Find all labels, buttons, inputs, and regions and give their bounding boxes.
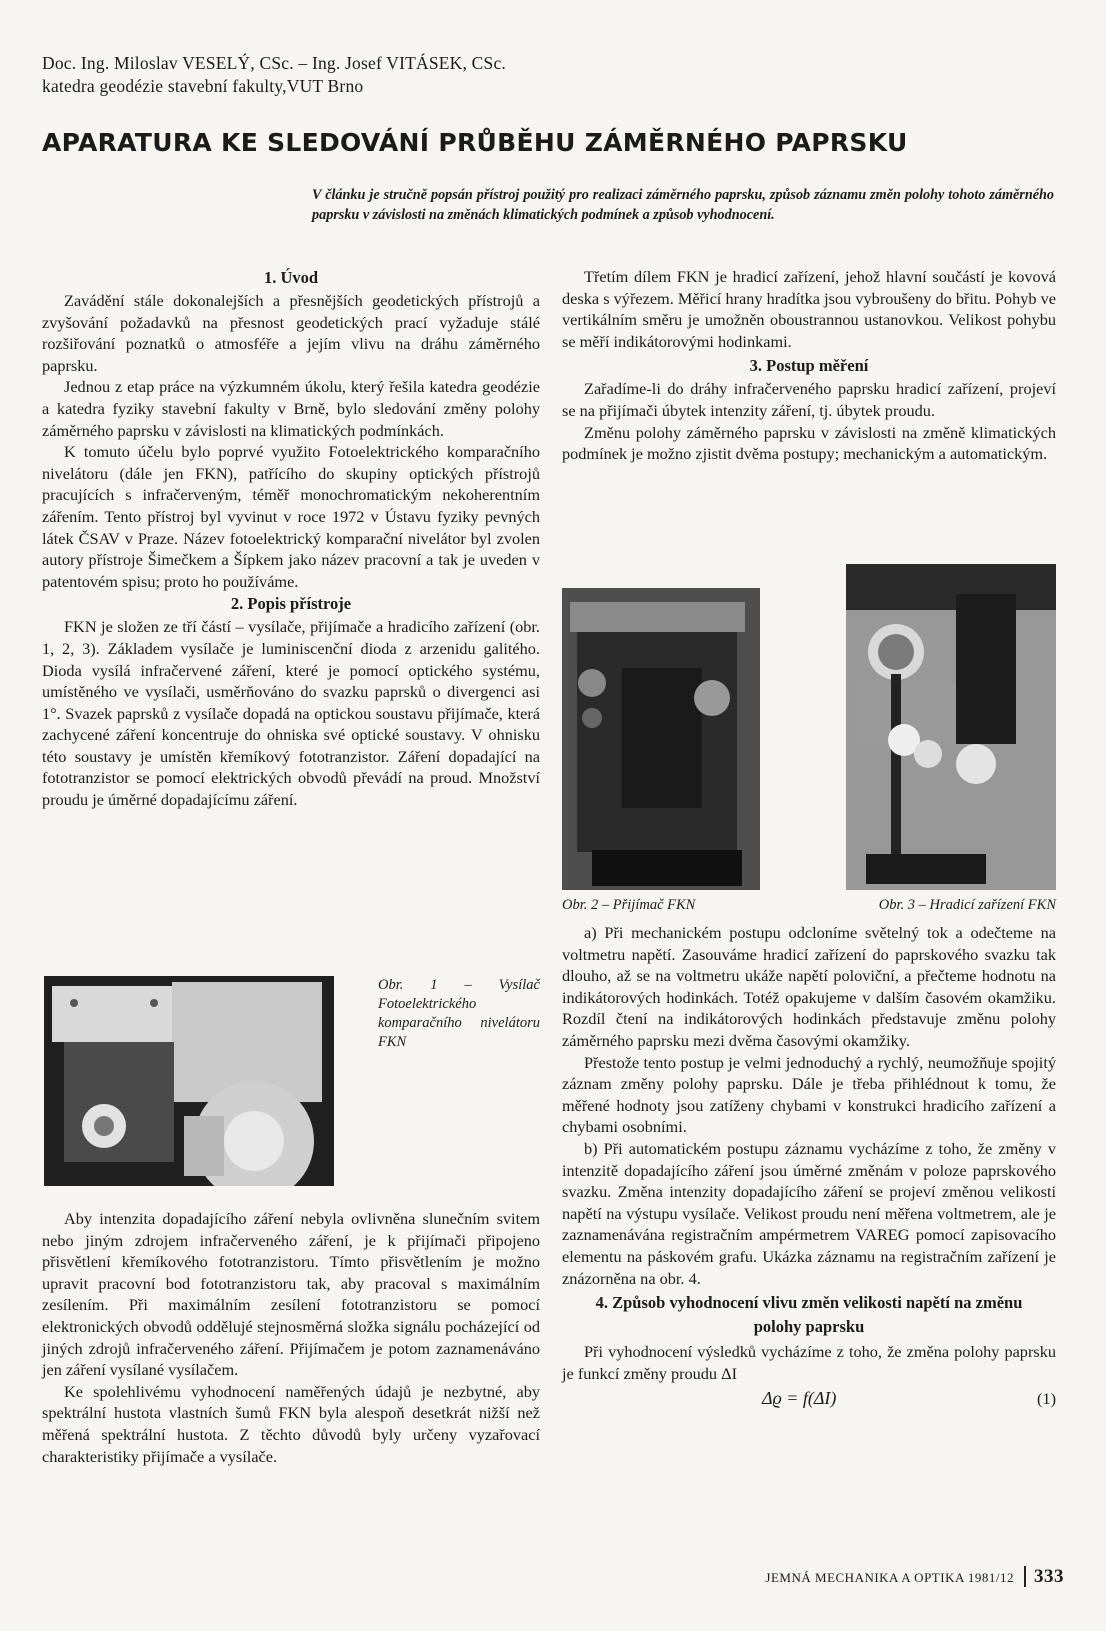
left-column-upper: [42, 266, 540, 811]
paragraph: Ke spolehlivému vyhodnocení naměřených údajů je nezbytné, aby spektrální hustota vlastních šumů FKN byla alespoň desetkrát nižší než měřená spektrální hustota. Z těchto důvodů byly určeny vyzařovací charakteristiky přijímače a vysílače.: [42, 1381, 540, 1466]
paragraph: K tomuto účelu bylo poprvé využito Fotoelektrického komparačního nivelátoru (dále jen FKN), patřícího do skupiny optických přístrojů pracujících s infračerveným, téměř monochromatickým nekoherentním zářením. Tento přístroj byl vyvinut v roce 1972 v Ústavu fyziky pevných látek ČSAV v Praze. Název fotoelektrický komparační nivelátor byl zvolen autory přístroje Šimečkem a Šípkem jako název pracovní a tak je uveden v patentovém spisu; proto ho používáme.: [42, 442, 540, 591]
figure-3-photo: [846, 564, 1056, 890]
figure-3-caption: Obr. 3 – Hradicí zařízení FKN: [878, 897, 1056, 913]
figure-2-photo: [562, 588, 760, 890]
author-block: [42, 52, 506, 98]
article-title: APARATURA KE SLEDOVÁNÍ PRŮBĚHU ZÁMĚRNÉHO PAPRSKU: [42, 128, 908, 157]
shutter-device-photo: [846, 564, 1056, 890]
paragraph: Aby intenzita dopadajícího záření nebyla ovlivněna slunečním svitem nebo jiným zdrojem infračerveného záření, je k přijímači připojeno přisvětlení křemíkového fototranzistoru. Tímto přisvětlením je možno upravit pracovní bod fototranzistoru tak, aby pracoval s maximálním zesílením. Při maximálním zesílení fototranzistoru se pomocí elektronických obvodů oddělujé stejnosměrná složka signálu pocházející od jiných zdrojů infračerveného záření. Přijímačem je potom zaznamenáváno jen záření vysílané vysílačem.: [42, 1209, 540, 1380]
paragraph: Zavádění stále dokonalejších a přesnějších geodetických přístrojů a zvyšování požadavků na přesnost geodetických prací vyžaduje stálé rozšiřování poznatků o atmosféře a jejím vlivu na dráhu záměrného paprsku.: [42, 291, 540, 375]
abstract: V článku je stručně popsán přístroj použitý pro realizaci záměrného paprsku, způsob záznamu změn polohy tohoto záměrného paprsku v závislosti na změnách klimatických podmínek a způsob vyhodnocení.: [312, 187, 1054, 223]
figure-2-caption: Obr. 2 – Přijímač FKN: [562, 897, 696, 913]
equation-number: (1): [1037, 1389, 1056, 1409]
paragraph: Změnu polohy záměrného paprsku v závislosti na změně klimatických podmínek je možno zjistit dvěma postupy; mechanickým a automatickým.: [562, 422, 1056, 464]
paragraph: Zařadíme-li do dráhy infračerveného paprsku hradicí zařízení, projeví se na přijímači úbytek intenzity záření, tj. úbytek proudu.: [562, 379, 1056, 420]
transmitter-photo: [44, 976, 334, 1186]
equation: Δϱ = f(ΔI): [762, 1388, 837, 1409]
authors: Doc. Ing. Miloslav VESELÝ, CSc. – Ing. Josef VITÁSEK, CSc.: [42, 53, 506, 73]
page-footer: [765, 1566, 1064, 1588]
paragraph: a) Při mechanickém postupu odcloníme světelný tok a odečteme na voltmetru napětí. Zasouváme hradicí zařízení do paprskového svazku tak dlouho, až se na voltmetru ukáže napětí poloviční, a přečteme hodnotu na indikátorových hodinkách. Totéž opakujeme v dalším časovém okamžiku. Rozdíl čtení na indikátorových hodinkách představuje změnu polohy záměrného paprsku mezi dvěma časovými okamžiky.: [562, 923, 1056, 1050]
figure-1-photo: [44, 976, 334, 1186]
page-number: 333: [1024, 1566, 1064, 1587]
left-column-lower: [42, 1208, 540, 1467]
paragraph: Přestože tento postup je velmi jednoduchý a rychlý, neumožňuje spojitý záznam změny polohy paprsku. Dále je třeba přihlédnout k tomu, že měřené hodnoty jsou zatíženy chybami v konstrukci hradicího zařízení a chybami osobními.: [562, 1052, 1056, 1137]
equation-row: [562, 1388, 1056, 1414]
affiliation: katedra geodézie stavební fakulty,VUT Brno: [42, 76, 364, 96]
paragraph: Při vyhodnocení výsledků vycházíme z toho, že změna polohy paprsku je funkcí změny proudu ΔI: [562, 1342, 1056, 1383]
receiver-photo: [562, 588, 760, 890]
paragraph: FKN je složen ze tří částí – vysílače, přijímače a hradicího zařízení (obr. 1, 2, 3). Základem vysílače je luminiscenční dioda z arzenidu galitého. Dioda vysílá infračervené záření, které je pomocí optického systému, umístěného ve vysílači, usměrňováno do svazku paprsků o divergenci asi 1°. Svazek paprsků z vysílače dopadá na optickou soustavu přijímače, která zachycené záření koncentruje do ohniska své optické soustavy. V ohnisku této soustavy je umístěn křemíkový fototranzistor. Záření dopadající na fototranzistor se pomocí elektrických obvodů převádí na proud. Množství proudu je úměrné dopadajícímu záření.: [42, 617, 540, 810]
right-column-upper: [562, 266, 1056, 465]
section-2-heading: 2. Popis přístroje: [230, 594, 352, 614]
right-column-lower: [562, 922, 1056, 1414]
figure-1-caption: Obr. 1 – Vysílač Fotoelektrického komparačního nivelátoru FKN: [378, 977, 540, 1050]
section-1-heading: 1. Úvod: [263, 268, 319, 287]
section-4-heading: 4. Způsob vyhodnocení vlivu změn velikosti napětí na změnu polohy paprsku: [595, 1293, 1023, 1337]
section-3-heading: 3. Postup měření: [749, 356, 869, 376]
paragraph: Jednou z etap práce na výzkumném úkolu, který řešila katedra geodézie a katedra fyziky stavební fakulty v Brně, bylo sledování změny polohy záměrného paprsku v závislosti na klimatických podmínkách.: [42, 377, 540, 440]
journal-name: JEMNÁ MECHANIKA A OPTIKA 1981/12: [765, 1570, 1014, 1585]
paragraph: Třetím dílem FKN je hradicí zařízení, jehož hlavní součástí je kovová deska s výřezem. Měřicí hrany hradítka jsou vybroušeny do břitu. Pohyb ve vertikálním směru je umožněn oboustrannou ustanovkou. Velikost pohybu se měří indikátorovými hodinkami.: [562, 267, 1056, 351]
paragraph: b) Při automatickém postupu záznamu vycházíme z toho, že změny v intenzitě dopadajícího záření jsou úměrné změnám v poloze paprskového svazku. Změna intenzity dopadajícího záření se projeví změnou velikosti napětí na výstupu vysílače. Velikost proudu není měřena voltmetrem, ale je zaznamenávána registračním ampérmetrem VAREG pomocí zapisovacího elementu na páskovém grafu. Ukázka záznamu na registračním zařízení je znázorněna na obr. 4.: [562, 1138, 1056, 1288]
